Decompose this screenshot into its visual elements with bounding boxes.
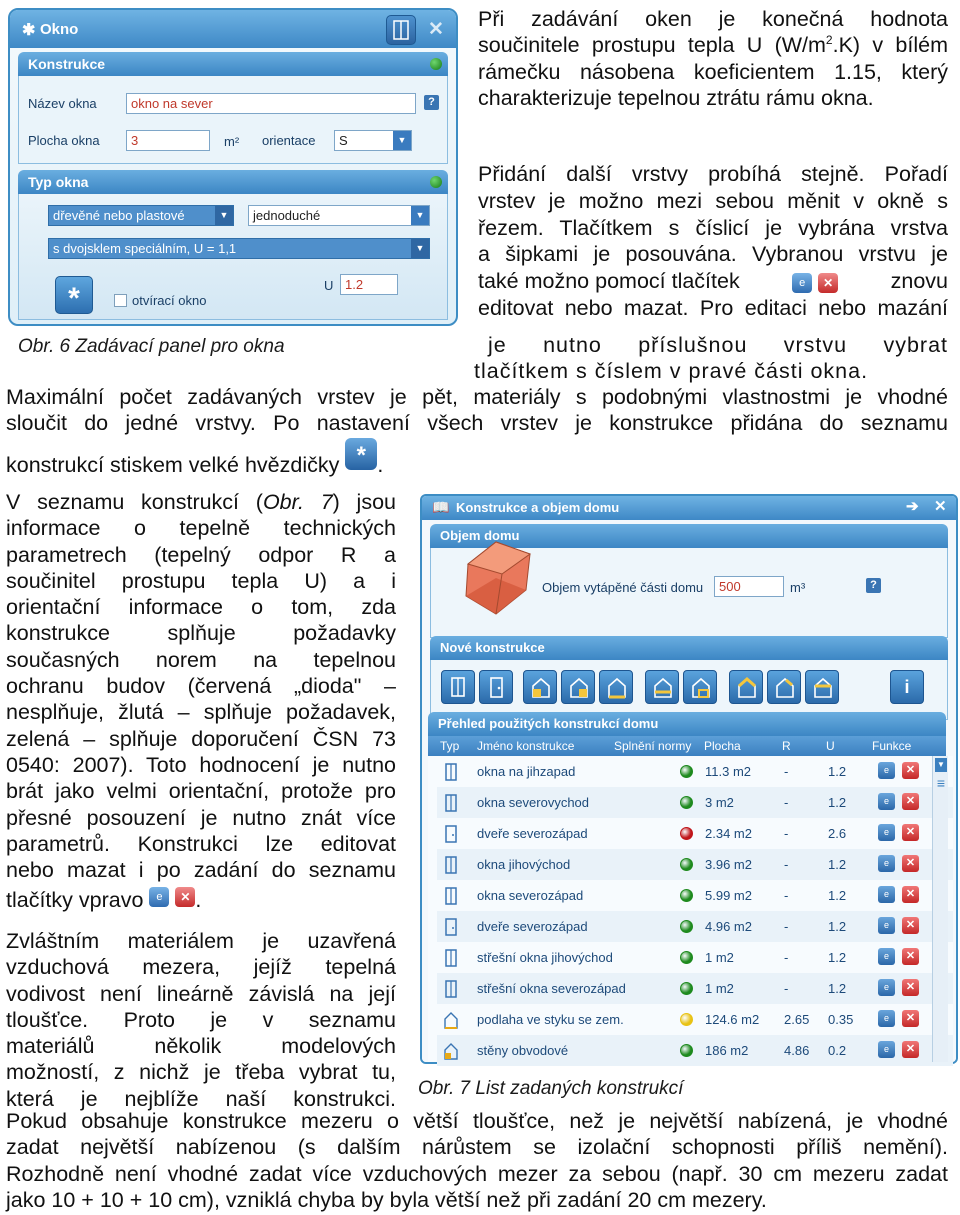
volume-unit: m³ (790, 580, 806, 595)
orientation-select[interactable] (334, 130, 412, 151)
edit-button[interactable]: e (878, 979, 895, 996)
opening-label: otvírací okno (132, 293, 207, 308)
house-wall-icon (606, 676, 628, 700)
table-row[interactable] (437, 1004, 953, 1035)
section-title: Objem domu (440, 528, 520, 543)
table-row[interactable] (437, 880, 953, 911)
construction-type-icon (443, 918, 459, 936)
overview-section-header (428, 712, 946, 736)
window-icon (443, 980, 459, 998)
big-star-icon: * (345, 438, 377, 470)
add-roof-button[interactable] (729, 670, 763, 704)
add-window-button[interactable] (441, 670, 475, 704)
construction-u: 1.2 (828, 919, 847, 934)
construction-area: 11.3 m2 (705, 764, 752, 779)
norm-status-indicator (680, 982, 693, 995)
construction-type-icon (443, 825, 459, 843)
construction-area: 3.96 m2 (705, 857, 752, 872)
minimize-icon[interactable]: ➔ (906, 498, 919, 515)
text-line: tloušťce. Proto je v seznamu (6, 1007, 396, 1032)
text-line: a šipkami je posouvána. Vybranou vrstvu je (478, 242, 948, 267)
window-type-section-header (18, 170, 448, 194)
edit-button[interactable]: e (878, 762, 895, 779)
text-line: Při zadávání oken je konečná hodnota (478, 7, 948, 31)
text-line: tlačítkem s číslem v pravé části okna. (474, 359, 869, 383)
house-wall-icon (530, 676, 552, 700)
text-span: V seznamu konstrukcí ( (6, 490, 263, 514)
column-header-name[interactable]: Jméno konstrukce (477, 739, 575, 753)
text-line: Přidání další vrstvy probíhá stejně. Pořadí (478, 162, 948, 186)
table-row[interactable] (437, 973, 953, 1004)
help-icon[interactable]: ? (424, 95, 439, 110)
house-volume-icon (460, 534, 534, 620)
text-span: konstrukcí stiskem velké hvězdičky (6, 452, 340, 477)
door-icon (486, 676, 508, 700)
construction-type-icon (443, 794, 459, 812)
window-icon (443, 887, 459, 905)
text-span: tlačítky vpravo (6, 888, 144, 913)
construction-r: - (784, 764, 789, 779)
figure-6-caption: Obr. 6 Zadávací panel pro okna (18, 336, 285, 357)
u-value-input[interactable]: 1.2 (340, 274, 398, 295)
construction-name: střešní okna severozápad (477, 981, 626, 996)
column-header-norm[interactable]: Splnění normy (614, 739, 692, 753)
edit-button[interactable]: e (878, 1041, 895, 1058)
edit-button[interactable]: e (878, 1010, 895, 1027)
window-area-input[interactable]: 3 (126, 130, 210, 151)
scroll-thumb[interactable]: ≡ (936, 775, 946, 791)
construction-u: 1.2 (828, 950, 847, 965)
text-line: parametrů. Konstrukci lze editovat (6, 831, 396, 856)
delete-button[interactable]: ✕ (902, 824, 919, 841)
construction-u: 2.6 (828, 826, 847, 841)
glazing-select[interactable] (248, 205, 430, 226)
add-wall3-button[interactable] (599, 670, 633, 704)
norm-status-indicator (680, 1013, 693, 1026)
construction-type-icon (443, 763, 459, 781)
edit-button[interactable]: e (878, 855, 895, 872)
construction-name: okna jihovýchod (477, 857, 571, 872)
edit-icon: e (792, 273, 812, 293)
edit-button[interactable]: e (878, 917, 895, 934)
window-area-label: Plocha okna (28, 133, 100, 148)
orientation-value: S (339, 133, 348, 148)
text-line: orientační informace o tom, zda (6, 595, 396, 620)
column-header-functions[interactable]: Funkce (872, 739, 912, 753)
text-line: editovat nebo mazat. Pro editaci nebo mazání (478, 295, 948, 320)
column-header-r[interactable]: R (782, 739, 791, 753)
table-row[interactable] (437, 849, 953, 880)
text-line (6, 438, 506, 477)
construction-r: - (784, 950, 789, 965)
add-construction-button[interactable] (55, 276, 93, 314)
edit-button[interactable]: e (878, 886, 895, 903)
construction-type-icon (443, 887, 459, 905)
window-name-label: Název okna (28, 96, 97, 111)
text-line: jako 10 + 10 + 10 cm), vzniklá chyba by byla větší než při zadání 20 cm mezery. (6, 1187, 767, 1212)
text-line: řezem. Tlačítkem s číslicí je vybrána vrstva (478, 215, 948, 240)
construction-type-icon (443, 856, 459, 874)
text-line: Maximální počet zadávaných vrstev je pět, materiály s podobnými vlastnostmi je vhodné (6, 385, 948, 409)
construction-type-icon (443, 1042, 459, 1060)
superscript: 2 (825, 33, 833, 48)
construction-u: 0.35 (828, 1012, 854, 1027)
panel-title: Okno (40, 21, 79, 38)
table-row[interactable] (437, 1035, 953, 1066)
construction-r: 2.65 (784, 1012, 810, 1027)
table-row[interactable] (437, 911, 953, 942)
construction-u: 1.2 (828, 795, 847, 810)
window-icon (448, 676, 470, 700)
glazing-select-value: jednoduché (253, 208, 321, 223)
window-icon (443, 763, 459, 781)
section-title: Typ okna (28, 174, 89, 190)
text-line (478, 32, 948, 58)
text-line: nebo mazat i po zadání do seznamu (6, 858, 396, 883)
orientation-label: orientace (262, 133, 316, 148)
star-icon: * (68, 282, 80, 315)
house-floor-icon (690, 676, 712, 700)
construction-r: 4.86 (784, 1043, 810, 1058)
section-title: Konstrukce (28, 56, 106, 72)
norm-status-indicator (680, 765, 693, 778)
scroll-up-arrow[interactable]: ▼ (935, 758, 947, 772)
window-icon (443, 856, 459, 874)
construction-u: 1.2 (828, 764, 847, 779)
section-title: Nové konstrukce (440, 640, 545, 655)
text-line: brát jako velmi orientační, protože pro (6, 779, 396, 804)
construction-name: okna na jihzapad (477, 764, 576, 779)
book-icon: 📖 (432, 499, 450, 515)
add-door-button[interactable] (479, 670, 513, 704)
delete-icon: ✕ (175, 887, 195, 907)
text-line: nesplňuje, žlutá – splňuje požadavek, (6, 700, 396, 725)
window-name-input[interactable]: okno na sever (126, 93, 416, 114)
text-line: ochranu budov (červená „dioda" – (6, 674, 396, 699)
construction-type-icon (443, 980, 459, 998)
text-line: součinitel prostupu tepla U) a i (6, 568, 396, 593)
text-line: je nutno příslušnou vrstvu vybrat (488, 333, 948, 357)
delete-button[interactable]: ✕ (902, 793, 919, 810)
figure-7-caption: Obr. 7 List zadaných konstrukcí (418, 1078, 684, 1099)
chevron-down-icon: ▼ (215, 206, 233, 225)
text-line: Rozhodně není vhodné zadat více vzduchových mezer za sebou (např. 30 cm mezeru zadat (6, 1161, 948, 1186)
construction-type-icon (443, 1011, 459, 1029)
door-icon (443, 825, 459, 843)
column-header-type[interactable]: Typ (440, 739, 460, 753)
text-line (6, 489, 396, 515)
text-line: vodivost není lineárně závislá na její (6, 981, 396, 1006)
edit-button[interactable]: e (878, 824, 895, 841)
delete-button[interactable]: ✕ (902, 917, 919, 934)
construction-r: - (784, 919, 789, 934)
door-icon (443, 918, 459, 936)
star-icon: ✱ (22, 22, 36, 39)
text-line: parametrech (tepelný odpor R a (6, 542, 396, 567)
house-ceiling-icon (812, 676, 834, 700)
panel-title: Konstrukce a objem domu (456, 500, 620, 515)
edit-button[interactable]: e (878, 948, 895, 965)
text-span: . (377, 452, 384, 477)
scrollbar[interactable] (932, 756, 948, 1062)
info-button[interactable] (890, 670, 924, 704)
text-span: součinitele prostupu tepla U (W/m (478, 33, 826, 58)
construction-r: - (784, 826, 789, 841)
panel-titlebar (422, 496, 956, 520)
window-icon (443, 794, 459, 812)
construction-r: - (784, 888, 789, 903)
window-icon (443, 949, 459, 967)
delete-button[interactable]: ✕ (902, 762, 919, 779)
construction-name: střešní okna jihovýchod (477, 950, 613, 965)
text-line: 0540: 2007). Toto hodnocení je nutno (6, 752, 396, 777)
info-icon: i (904, 677, 910, 697)
paragraph-1 (478, 6, 948, 111)
house-floor-icon (443, 1011, 459, 1029)
norm-status-indicator (680, 796, 693, 809)
text-span: .K) v bílém (832, 33, 948, 58)
house-wall-icon (443, 1042, 459, 1060)
text-line (478, 268, 948, 295)
construction-section-header (18, 52, 448, 76)
construction-name: okna severovychod (477, 795, 590, 810)
construction-area: 124.6 m2 (705, 1012, 760, 1027)
text-line: rámečku násobena koeficientem 1.15, který (478, 59, 948, 84)
panel-titlebar (10, 10, 456, 48)
column-header-u[interactable]: U (826, 739, 835, 753)
construction-name: dveře severozápad (477, 826, 588, 841)
text-line: Pokud obsahuje konstrukce mezeru o větší tloušťce, než je největší nabízená, je vhodné (6, 1109, 948, 1133)
construction-area: 4.96 m2 (705, 919, 752, 934)
construction-name: podlaha ve styku se zem. (477, 1012, 624, 1027)
text-line: charakterizuje tepelnou ztrátu rámu okna. (478, 85, 874, 110)
text-span: ) jsou (332, 490, 396, 514)
norm-status-indicator (680, 920, 693, 933)
delete-icon: ✕ (818, 273, 838, 293)
construction-u: 1.2 (828, 857, 847, 872)
house-wall-icon (568, 676, 590, 700)
frame-select[interactable] (48, 205, 234, 226)
glass-select[interactable] (48, 238, 430, 259)
text-line: zelená – splňuje doporučení ČSN 73 (6, 726, 396, 751)
text-line: Zvláštním materiálem je uzavřená (6, 929, 396, 953)
delete-button[interactable]: ✕ (902, 855, 919, 872)
norm-status-indicator (680, 889, 693, 902)
paragraph-4 (6, 489, 396, 914)
norm-status-indicator (680, 951, 693, 964)
construction-area: 3 m2 (705, 795, 734, 810)
construction-name: okna severozápad (477, 888, 584, 903)
u-label: U (324, 278, 334, 293)
construction-area: 2.34 m2 (705, 826, 752, 841)
house-roof-icon (774, 676, 796, 700)
text-line: možností, z nichž je třeba vybrat tu, (6, 1060, 396, 1085)
paragraph-2 (478, 161, 948, 322)
text-line: zadat největší nabízenou (s dalším nárůstem se izolační schopnosti příliš nemění). (6, 1135, 948, 1160)
delete-button[interactable]: ✕ (902, 948, 919, 965)
construction-r: - (784, 857, 789, 872)
chevron-down-icon: ▼ (411, 206, 429, 225)
save-icon-button[interactable] (386, 15, 416, 45)
construction-area: 1 m2 (705, 981, 734, 996)
help-icon[interactable]: ? (866, 578, 881, 593)
delete-button[interactable]: ✕ (902, 979, 919, 996)
text-line: informace o tepelně technických (6, 516, 396, 541)
area-unit: m² (224, 134, 240, 149)
glass-select-value: s dvojsklem speciálním, U = 1,1 (53, 241, 237, 256)
chevron-down-icon: ▼ (393, 131, 411, 150)
text-span: znovu (890, 269, 948, 294)
column-header-area[interactable]: Plocha (704, 739, 741, 753)
text-span: . (195, 888, 202, 913)
text-line: konstrukce splňuje požadavky (6, 621, 396, 646)
new-constructions-section-header (430, 636, 948, 660)
construction-area: 1 m2 (705, 950, 734, 965)
construction-type-icon (443, 949, 459, 967)
add-floor-button[interactable] (645, 670, 679, 704)
construction-r: - (784, 795, 789, 810)
construction-u: 0.2 (828, 1043, 847, 1058)
text-line: přesné posouzení je nutno znát více (6, 805, 396, 830)
construction-name: dveře severozápad (477, 919, 588, 934)
edit-icon: e (149, 887, 169, 907)
paragraph-3 (6, 384, 948, 437)
close-icon[interactable]: ✕ (428, 19, 444, 40)
text-span: také možno pomocí tlačítek (478, 269, 740, 294)
paragraph-6 (6, 1108, 948, 1213)
text-line: materiálů několik modelových (6, 1034, 396, 1059)
text-line: vrstev je možno mezi sebou měnit v okně s (478, 188, 948, 213)
text-line: která je nejblíže naší konstrukci. (6, 1086, 396, 1111)
text-line (6, 887, 396, 913)
construction-area: 186 m2 (705, 1043, 749, 1058)
volume-input[interactable]: 500 (714, 576, 784, 597)
house-floor-icon (652, 676, 674, 700)
delete-button[interactable]: ✕ (902, 1041, 919, 1058)
add-ceiling-button[interactable] (805, 670, 839, 704)
construction-u: 1.2 (828, 888, 847, 903)
delete-button[interactable]: ✕ (902, 886, 919, 903)
edit-button[interactable]: e (878, 793, 895, 810)
norm-status-indicator (680, 827, 693, 840)
add-roof2-button[interactable] (767, 670, 801, 704)
section-title: Přehled použitých konstrukcí domu (438, 716, 659, 731)
status-dot (430, 176, 442, 188)
house-roof-icon (736, 676, 758, 700)
construction-u: 1.2 (828, 981, 847, 996)
table-row[interactable] (437, 787, 953, 818)
norm-status-indicator (680, 858, 693, 871)
table-row[interactable] (437, 818, 953, 849)
inline-icons (792, 268, 838, 295)
text-line: sloučit do jedné vrstvy. Po nastavení všech vrstev je konstrukce přidána do seznamu (6, 411, 948, 436)
paragraph-5 (6, 928, 396, 1112)
text-line: vzduchová mezera, jejíž tepelná (6, 955, 396, 980)
table-row[interactable] (437, 942, 953, 973)
norm-status-indicator (680, 1044, 693, 1057)
chevron-down-icon: ▼ (411, 239, 429, 258)
construction-name: stěny obvodové (477, 1043, 569, 1058)
construction-area: 5.99 m2 (705, 888, 752, 903)
figure-ref: Obr. 7 (262, 490, 333, 514)
table-row[interactable] (437, 756, 953, 787)
frame-select-value: dřevěné nebo plastové (53, 208, 185, 223)
text-line: současných norem na tepelnou (6, 647, 396, 672)
volume-label: Objem vytápěné části domu (542, 580, 704, 595)
window-icon (393, 20, 409, 40)
window-input-panel (8, 8, 458, 326)
construction-r: - (784, 981, 789, 996)
add-wall2-button[interactable] (561, 670, 595, 704)
close-icon[interactable]: ✕ (934, 498, 947, 515)
add-wall-button[interactable] (523, 670, 557, 704)
status-dot (430, 58, 442, 70)
delete-button[interactable]: ✕ (902, 1010, 919, 1027)
opening-checkbox[interactable] (114, 294, 127, 307)
add-floor2-button[interactable] (683, 670, 717, 704)
